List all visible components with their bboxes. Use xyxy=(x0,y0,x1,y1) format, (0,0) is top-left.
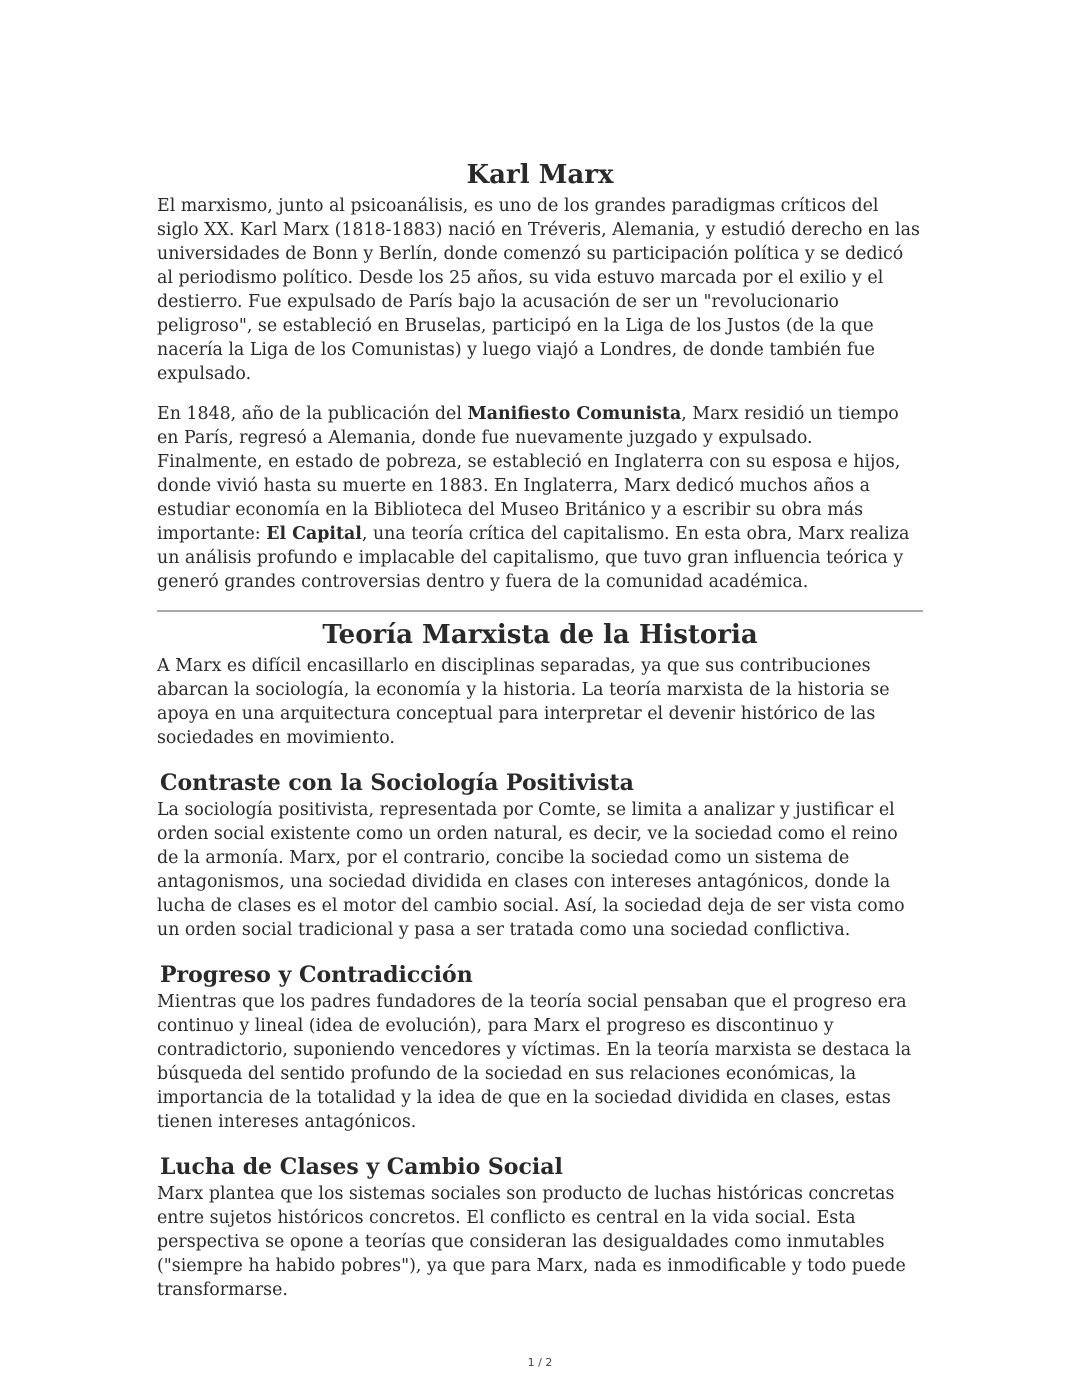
bio-text-1: En 1848, año de la publicación del xyxy=(157,404,468,424)
subsection-heading-positivism: Contraste con la Sociología Positivista xyxy=(160,770,634,796)
subsection-text-positivism: La sociología positivista, representada por Comte, se limita a analizar y justificar el orden social existente como un orden natural, es decir, ve la sociedad como el reino de la armonía. Marx, por el contrario, concibe la sociedad como un sistema de antagonismos, una sociedad dividida en clases con intereses antagónicos, donde la lucha de clases es el motor del cambio social. Así, la sociedad deja de ser vista como un orden social tradicional y pasa a ser tratada como una sociedad conflictiva. xyxy=(157,800,905,940)
page-number: 1 / 2 xyxy=(527,1356,553,1369)
subsection-heading-progress: Progreso y Contradicción xyxy=(160,962,473,988)
section-divider xyxy=(157,610,923,612)
subsection-text-class-struggle: Marx plantea que los sistemas sociales son producto de luchas históricas concretas entre sujetos históricos concretos. El conflicto es central en la vida social. Esta perspectiva se opone a teorías que consideran las desigualdades como inmutables ("siempre ha habido pobres"), ya que para Marx, nada es inmodificable y todo puede transformarse. xyxy=(157,1184,906,1300)
section-intro: A Marx es difícil encasillarlo en disciplinas separadas, ya que sus contribuciones abarcan la sociología, la economía y la historia. La teoría marxista de la historia se apoya en una arquitectura conceptual para interpretar el devenir histórico de las sociedades en movimiento. xyxy=(157,656,890,748)
bio-text-3: , una teoría crítica del capitalismo. En esta obra, Marx realiza un análisis profundo e implacable del capitalismo, que tuvo gran influencia teórica y generó grandes controversias dentro y fuera de la comunidad académica. xyxy=(157,524,910,592)
document-page xyxy=(157,156,923,1302)
bio-text-2: , Marx residió un tiempo en París, regresó a Alemania, donde fue nuevamente juzgado y expulsado. Finalmente, en estado de pobreza, se estableció en Inglaterra con su esposa e hijos, donde vivió hasta su muerte en 1883. En Inglaterra, Marx dedicó muchos años a estudiar economía en la Biblioteca del Museo Británico y a escribir su obra más importante: xyxy=(157,404,901,544)
section-title: Teoría Marxista de la Historia xyxy=(322,620,758,650)
subsection-text-progress: Mientras que los padres fundadores de la teoría social pensaban que el progreso era continuo y lineal (idea de evolución), para Marx el progreso es discontinuo y contradictorio, suponiendo vencedores y víctimas. En la teoría marxista se destaca la búsqueda del sentido profundo de la sociedad en sus relaciones económicas, la importancia de la totalidad y la idea de que en la sociedad dividida en clases, estas tienen intereses antagónicos. xyxy=(157,992,912,1132)
bio-paragraph xyxy=(157,402,923,594)
subsection-heading-class-struggle: Lucha de Clases y Cambio Social xyxy=(160,1154,563,1180)
capital-title: El Capital xyxy=(266,524,362,544)
page-title: Karl Marx xyxy=(466,160,614,190)
manifesto-title: Manifiesto Comunista xyxy=(467,404,682,424)
intro-paragraph: El marxismo, junto al psicoanálisis, es uno de los grandes paradigmas críticos del siglo XX. Karl Marx (1818-1883) nació en Tréveris, Alemania, y estudió derecho en las universidades de Bonn y Berlín, donde comenzó su participación política y se dedicó al periodismo político. Desde los 25 años, su vida estuvo marcada por el exilio y el destierro. Fue expulsado de París bajo la acusación de ser un "revolucionario peligroso", se estableció en Bruselas, participó en la Liga de los Justos (de la que nacería la Liga de los Comunistas) y luego viajó a Londres, de donde también fue expulsado. xyxy=(157,196,920,384)
